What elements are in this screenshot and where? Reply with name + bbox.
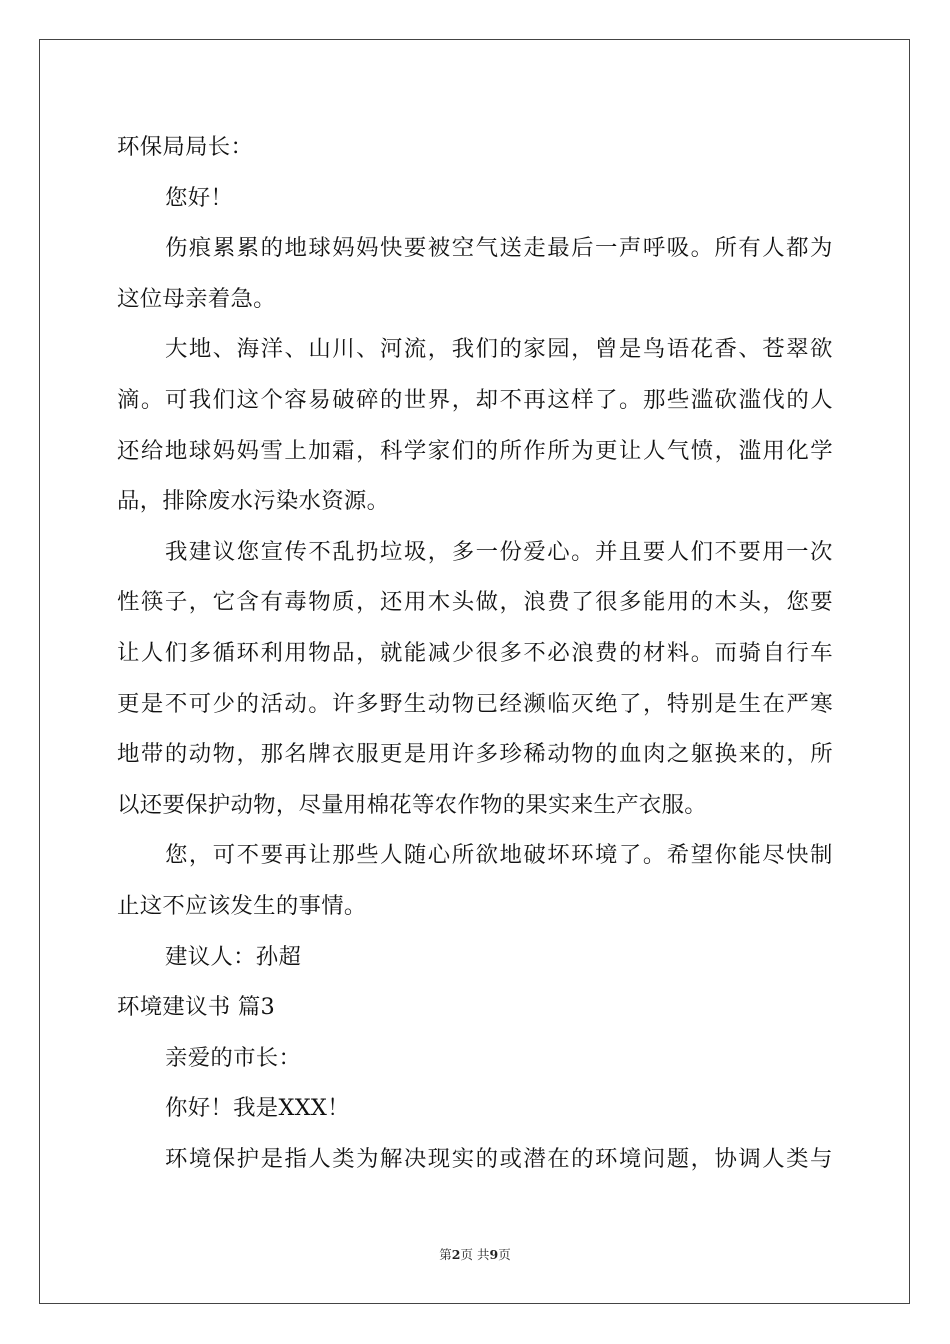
- paragraph-line: 这位母亲着急。: [117, 285, 276, 312]
- page-number-suffix: 页: [498, 1247, 511, 1262]
- paragraph-line: 以还要保护动物，尽量用棉花等农作物的果实来生产衣服。: [117, 791, 707, 818]
- page-number-mid: 页 共: [460, 1247, 490, 1262]
- paragraph-line: 您 ， 可 不 要 再 让 那 些 人 随 心 所 欲 地 破 坏 环 境 了 。 希 望 你 能 尽 快 制: [165, 842, 833, 869]
- section-heading: 环境建议书 篇3: [117, 994, 276, 1021]
- paragraph-line: 还 给 地 球 妈 妈 雪 上 加 霜 ， 科 学 家 们 的 所 作 所 为 更 让 人 气 愤 ， 滥 用 化 学: [117, 437, 833, 464]
- salutation: 亲爱的市长：: [165, 1044, 302, 1071]
- current-page-number: 2: [451, 1247, 461, 1262]
- greeting: 您好！: [165, 184, 234, 211]
- page-footer: [0, 1245, 950, 1263]
- paragraph-line: 大 地 、 海 洋 、 山 川 、 河 流 ， 我 们 的 家 园 ， 曾 是 鸟 语 花 香 、 苍 翠 欲: [165, 336, 833, 363]
- paragraph-line: 环 境 保 护 是 指 人 类 为 解 决 现 实 的 或 潜 在 的 环 境 问 题 ， 协 调 人 类 与: [165, 1145, 833, 1172]
- paragraph-line: 品，排除废水污染水资源。: [117, 488, 390, 515]
- document-body: [117, 122, 833, 1184]
- paragraph-line: 止这不应该发生的事情。: [117, 892, 367, 919]
- paragraph-line: 我 建 议 您 宣 传 不 乱 扔 垃 圾 ， 多 一 份 爱 心 。 并 且 要 人 们 不 要 用 一 次: [165, 538, 833, 565]
- paragraph-line: 让 人 们 多 循 环 利 用 物 品 ， 就 能 减 少 很 多 不 必 浪 费 的 材 料 。 而 骑 自 行 车: [117, 639, 833, 666]
- signature-line: 建议人：孙超: [165, 943, 302, 970]
- total-page-number: 9: [489, 1247, 499, 1262]
- paragraph-line: 伤 痕 累 累 的 地 球 妈 妈 快 要 被 空 气 送 走 最 后 一 声 呼 吸 。 所 有 人 都 为: [165, 235, 833, 262]
- paragraph-line: 更 是 不 可 少 的 活 动 。 许 多 野 生 动 物 已 经 濒 临 灭 绝 了 ， 特 别 是 生 在 严 寒: [117, 690, 833, 717]
- paragraph-line: 性 筷 子 ， 它 含 有 毒 物 质 ， 还 用 木 头 做 ， 浪 费 了 很 多 能 用 的 木 头 ， 您 要: [117, 589, 833, 616]
- salutation: 环保局局长：: [117, 134, 254, 160]
- paragraph-line: 地 带 的 动 物 ， 那 名 牌 衣 服 更 是 用 许 多 珍 稀 动 物 的 血 肉 之 躯 换 来 的 ， 所: [117, 741, 833, 768]
- page-number-prefix: 第: [439, 1247, 452, 1262]
- paragraph-line: 滴 。 可 我 们 这 个 容 易 破 碎 的 世 界 ， 却 不 再 这 样 了 。 那 些 滥 砍 滥 伐 的 人: [117, 386, 833, 413]
- greeting: 你好！我是XXX！: [165, 1095, 350, 1122]
